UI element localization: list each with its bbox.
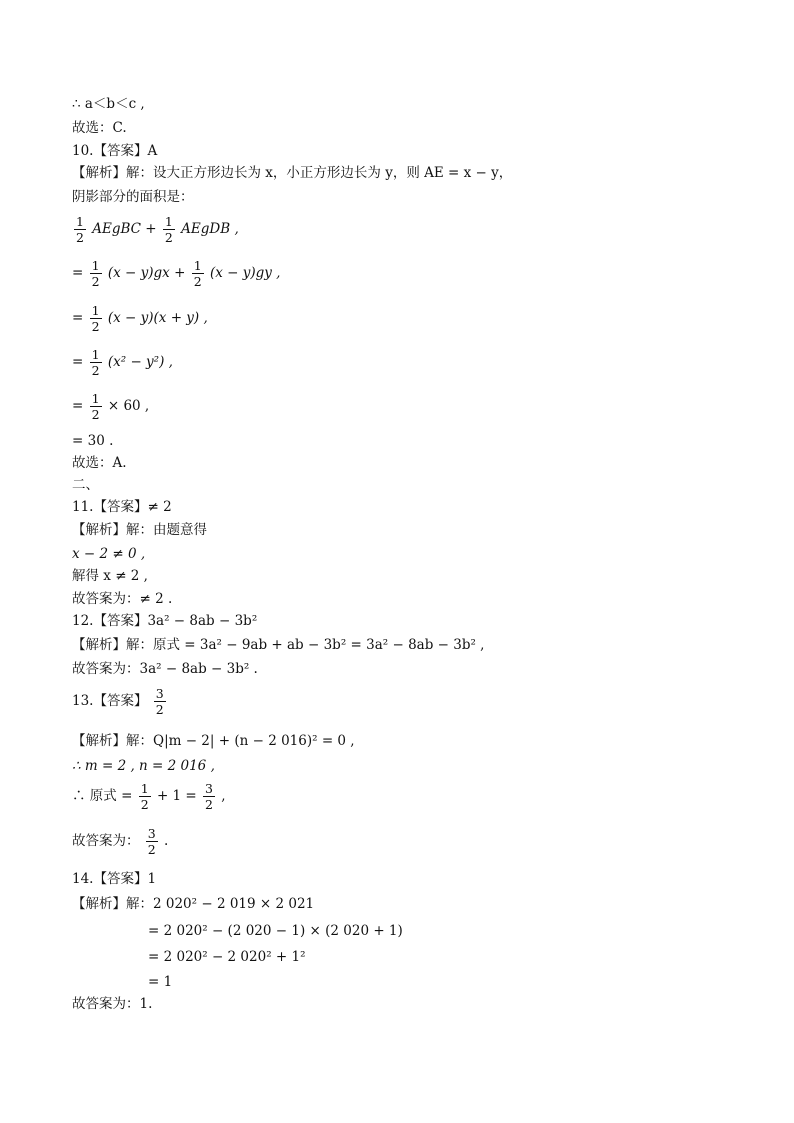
q10-step-1: $\frac{1}{2}$ AEgBC + $\frac{1}{2}$ AEgDB ,: [76, 214, 239, 245]
q13-values: ∴ m = 2 , n = 2 016 ,: [72, 758, 215, 774]
fraction: $\frac{3}{2}$: [155, 686, 164, 717]
q12-analysis: 【解析】解：原式 = 3a² − 9ab + ab − 3b² = 3a² − 8ab − 3b² ,: [72, 637, 485, 653]
q13-evaluate: ∴ 原式 = $\frac{1}{2}$ + 1 = $\frac{3}{2}$ ,: [72, 781, 226, 812]
fraction: $\frac{1}{2}$: [76, 214, 84, 245]
fraction: $\frac{1}{2}$: [91, 258, 100, 289]
q14-step-1: = 2 020² − (2 020 − 1) × (2 020 + 1): [148, 923, 403, 939]
q10-step-4: = $\frac{1}{2}$ (x² − y²) ,: [72, 347, 173, 378]
fraction: $\frac{1}{2}$: [140, 781, 149, 812]
q11-answer: 11.【答案】≠ 2: [72, 499, 172, 515]
q12-answer: 12.【答案】3a² − 8ab − 3b²: [72, 613, 258, 629]
fraction: $\frac{1}{2}$: [91, 391, 100, 422]
q13-analysis: 【解析】解：Q|m − 2| + (n − 2 016)² = 0 ,: [72, 733, 355, 749]
fraction: $\frac{1}{2}$: [91, 347, 100, 378]
q10-answer: 10.【答案】A: [72, 143, 158, 159]
q11-condition: x − 2 ≠ 0 ,: [72, 546, 146, 562]
line-choice-c: 故选：C.: [72, 120, 127, 136]
fraction: $\frac{1}{2}$: [193, 258, 202, 289]
q10-step-5: = $\frac{1}{2}$ × 60 ,: [72, 391, 150, 422]
line-conclusion: ∴ a＜b＜c ,: [72, 96, 145, 112]
q10-step-2: = $\frac{1}{2}$ (x − y)gx + $\frac{1}{2}$ (x − y)gy ,: [72, 258, 281, 289]
q12-final: 故答案为：3a² − 8ab − 3b² .: [72, 661, 258, 677]
q10-analysis: 【解析】解：设大正方形边长为 x，小正方形边长为 y，则 AE = x − y，: [72, 165, 513, 181]
fraction: $\frac{1}{2}$: [91, 303, 100, 334]
q14-step-3: = 1: [148, 974, 173, 990]
q11-final: 故答案为：≠ 2 .: [72, 591, 173, 607]
q13-answer: 13.【答案】 $\frac{3}{2}$: [72, 686, 164, 717]
q10-area-intro: 阴影部分的面积是：: [72, 189, 194, 205]
q10-choice: 故选：A.: [72, 455, 127, 471]
fraction: $\frac{1}{2}$: [164, 214, 173, 245]
q10-result: = 30 .: [72, 433, 114, 449]
q14-answer: 14.【答案】1: [72, 871, 157, 887]
q14-analysis: 【解析】解：2 020² − 2 019 × 2 021: [72, 896, 315, 912]
fraction: $\frac{3}{2}$: [147, 826, 156, 857]
section-two-heading: 二、: [72, 477, 99, 493]
q14-final: 故答案为：1.: [72, 996, 153, 1012]
q13-final: 故答案为： $\frac{3}{2}$ .: [72, 826, 169, 857]
q11-analysis: 【解析】解：由题意得: [72, 522, 207, 538]
q14-step-2: = 2 020² − 2 020² + 1²: [148, 949, 306, 965]
q10-step-3: = $\frac{1}{2}$ (x − y)(x + y) ,: [72, 303, 208, 334]
q11-solve: 解得 x ≠ 2 ,: [72, 568, 148, 584]
fraction: $\frac{3}{2}$: [205, 781, 213, 812]
